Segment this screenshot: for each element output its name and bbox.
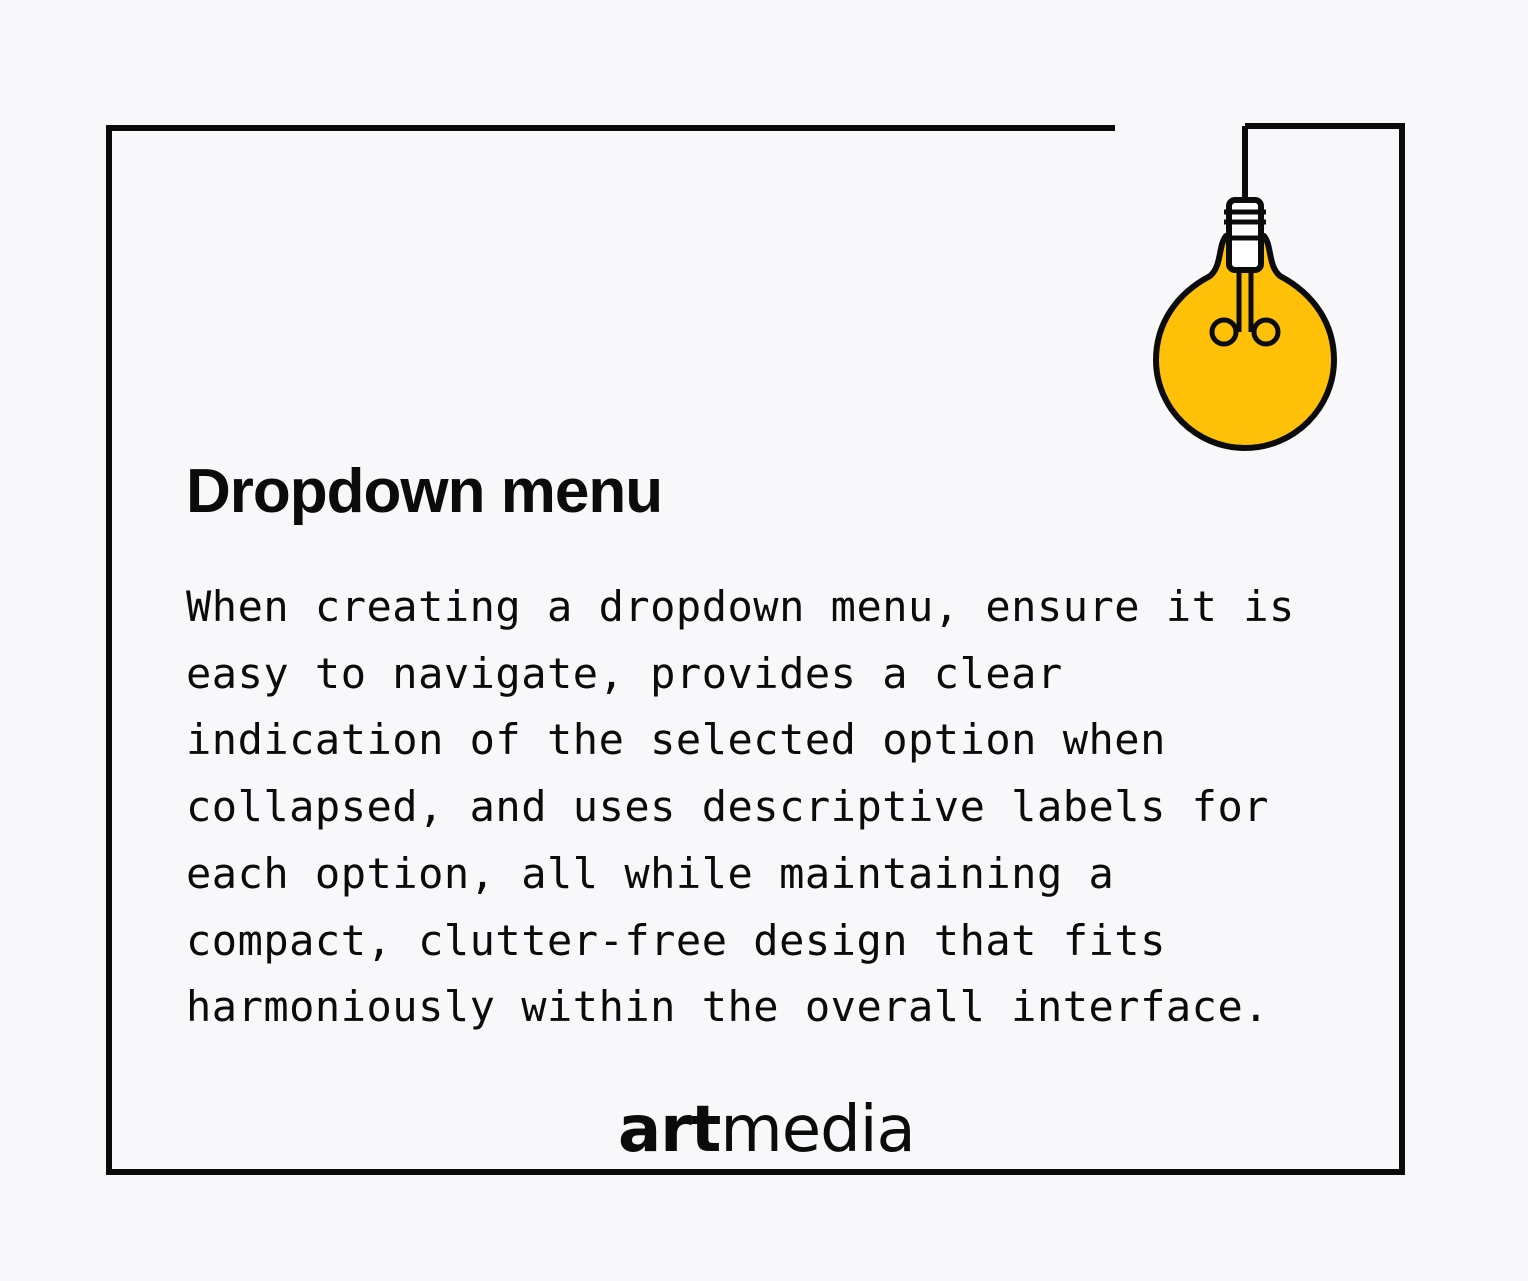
light-bulb-icon [1156, 200, 1334, 448]
body-line: each option, all while maintaining a [186, 848, 1115, 898]
body-line: easy to navigate, provides a clear [186, 648, 1063, 698]
body-line: collapsed, and uses descriptive labels for [186, 782, 1270, 832]
body-line: When creating a dropdown menu, ensure it is [186, 582, 1295, 631]
logo-light-part: media [720, 1093, 915, 1167]
artmedia-logo [618, 1090, 915, 1170]
logo-bold-part: art [618, 1093, 721, 1167]
body-line: harmoniously within the overall interface. [186, 982, 1270, 1032]
card-title: Dropdown menu [186, 457, 663, 526]
body-line: indication of the selected option when [186, 715, 1166, 765]
body-line: compact, clutter-free design that fits [186, 915, 1166, 965]
card-body [186, 574, 1326, 1041]
